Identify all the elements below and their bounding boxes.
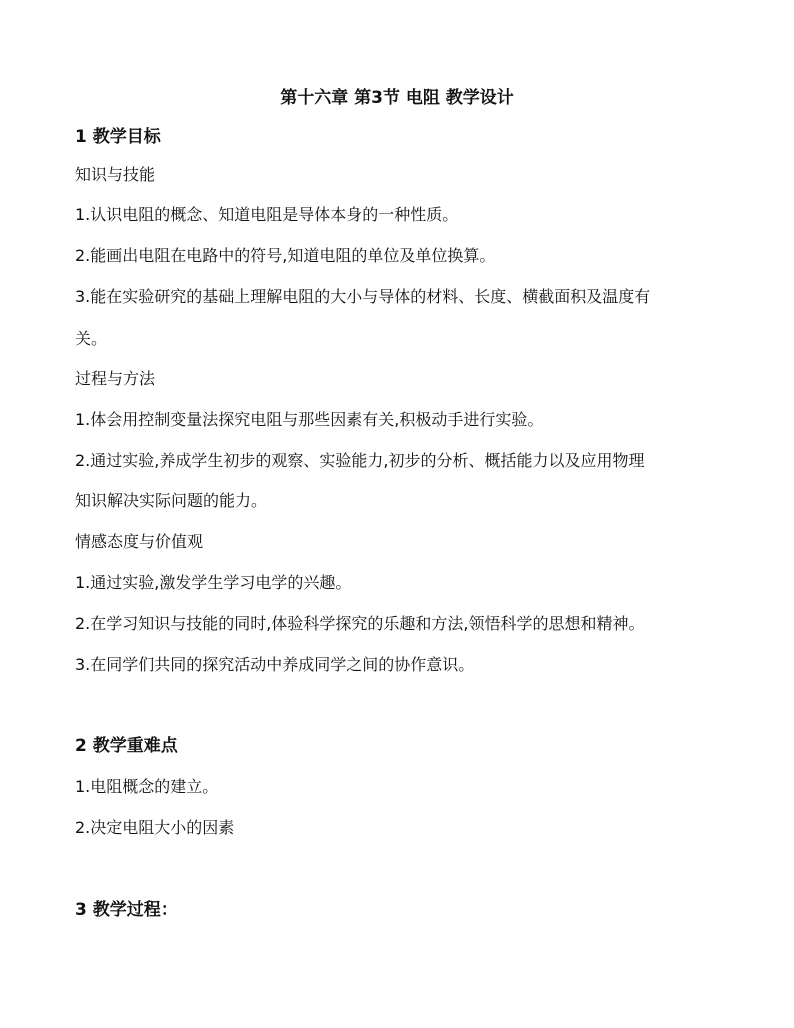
paragraph-line: 2.在学习知识与技能的同时,体验科学探究的乐趣和方法,领悟科学的思想和精神。 (75, 614, 645, 633)
paragraph-line: 3.在同学们共同的探究活动中养成同学之间的协作意识。 (75, 655, 475, 674)
paragraph-line: 关。 (75, 329, 108, 348)
section-heading-teaching-process: 3 教学过程： (75, 900, 178, 920)
paragraph-line: 1.电阻概念的建立。 (75, 777, 219, 796)
paragraph-line: 知识解决实际问题的能力。 (75, 491, 268, 510)
paragraph-line: 1.认识电阻的概念、知道电阻是导体本身的一种性质。 (75, 205, 459, 224)
paragraph-line: 2.通过实验,养成学生初步的观察、实验能力,初步的分析、概括能力以及应用物理 (75, 451, 645, 470)
paragraph-line: 2.决定电阻大小的因素 (75, 818, 235, 837)
section-heading-teaching-goals: 1 教学目标 (75, 127, 161, 147)
paragraph-line: 1.通过实验,激发学生学习电学的兴趣。 (75, 573, 352, 592)
subheading-process-methods: 过程与方法 (75, 369, 156, 388)
paragraph-line: 2.能画出电阻在电路中的符号,知道电阻的单位及单位换算。 (75, 246, 496, 265)
subheading-attitude-values: 情感态度与价值观 (75, 532, 204, 551)
section-heading-key-difficulties: 2 教学重难点 (75, 736, 178, 756)
document-title: 第十六章 第3节 电阻 教学设计 (280, 88, 514, 108)
paragraph-line: 1.体会用控制变量法探究电阻与那些因素有关,积极动手进行实验。 (75, 410, 544, 429)
paragraph-line: 3.能在实验研究的基础上理解电阻的大小与导体的材料、长度、横截面积及温度有 (75, 287, 651, 306)
subheading-knowledge-skills: 知识与技能 (75, 165, 156, 184)
